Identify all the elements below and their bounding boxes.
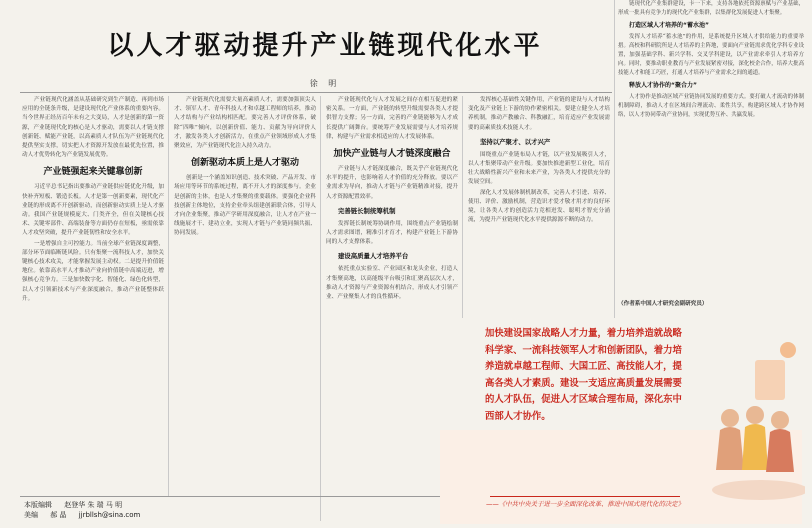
author-note: （作者系中国人才研究会副研究员） xyxy=(618,301,708,307)
subsection-heading: 打造区域人才培养的“蓄水池” xyxy=(629,22,709,29)
paragraph: 依托重点实验室、产业园区和龙头企业，打造人才集聚高地，以高能级平台吸引和汇聚高层次人才，推动人才资源与产业资源有机结合，形成人才引领产业、产业聚集人才的良性循环。 xyxy=(326,266,458,301)
section-heading: 加快产业链与人才链深度融合 xyxy=(333,149,451,160)
quote-text: 加快建设国家战略人才力量，着力培养造就战略科学家、一流科技领军人才和创新团队，着力培养造就卓越工程师、大国工匠、高技能人才，提高各类人才素质。建设一支适应高质量发展需要的人才队伍，促进人才区域合理布局，深化东中西部人才协作。 xyxy=(485,328,682,422)
column-divider xyxy=(168,96,169,496)
ground-shape xyxy=(712,480,805,500)
paragraph: 人才协作是推动区域产业链协同发展的重要方式。要打破人才流动的体制机制障碍，推动人才在区域间合理流动、柔性共享，构建跨区域人才协作网络，以人才协同带动产业协同，实现优势互补、共赢发展。 xyxy=(618,94,804,118)
person-figure xyxy=(766,411,794,472)
column-divider xyxy=(614,0,615,318)
column-divider xyxy=(462,96,463,318)
paragraph: 一是增强自主可控能力。当前全球产业链深度调整，部分环节面临断链风险。只有集聚一流科技人才，加快关键核心技术攻关，才能掌握发展主动权。二是提升价值链地位。依靠高水平人才推动产业向价值链中高端迈进，增强核心竞争力。三是加快数字化、智能化、绿色化转型，以人才引领新技术与产业深度融合，推动产业链整体跃升。 xyxy=(22,240,164,302)
byline: 徐 明 xyxy=(309,79,341,88)
email: jjrbllsh@sina.com xyxy=(78,511,141,519)
board-shape xyxy=(755,360,785,400)
paragraph: 围绕重点产业链布局人才链，以产业发展吸引人才，以人才集聚带动产业升级。要加快推进新型工业化，培育壮大战略性新兴产业和未来产业，为各类人才提供充分的发展空间。 xyxy=(468,151,610,186)
person-figure xyxy=(716,409,744,470)
paragraph: 产业链现代化需要大量高素质人才，需要加强顶尖人才、领军人才、青年科技人才和卓越工程师的培养，推动人才结构与产业结构相匹配。要完善人才评价体系，破除“四唯”倾向，以创新价值、能力、贡献为导向评价人才，激发各类人才创新活力，在重点产业领域形成人才集聚效应，为产业链现代化注入持久动力。 xyxy=(174,97,316,150)
subsection-heading: 完善链长制统筹机制 xyxy=(338,206,396,215)
page-headline: 以人才驱动提升产业链现代化水平 xyxy=(107,31,543,61)
subsection-heading: 释放人才协作的“聚合力” xyxy=(629,82,697,89)
designer-name: 郝 晶 xyxy=(50,511,67,519)
sun-shape xyxy=(780,342,796,358)
editor-label: 本版编辑 xyxy=(24,501,52,509)
section-heading: 产业链强起来关键靠创新 xyxy=(43,167,143,178)
footer-rule xyxy=(20,496,440,497)
paragraph: 产业链现代化涵盖从基础研究到生产制造、再到市场应用的全链条升级，是建设现代化产业体系的重要内容。当今世界正经历百年未有之大变局，人才是创新的第一资源，产业链现代化的核心是人才驱动，需要以人才链支撑创新链、赋能产业链，以高素质人才队伍为产业链现代化提供坚实支撑，切实把人才资源开发放在最优先位置，推动人才优势转化为产业链发展优势。 xyxy=(22,97,164,159)
designer-label: 美编 xyxy=(24,511,38,519)
quote-source xyxy=(470,494,700,509)
quote-rule xyxy=(490,496,680,497)
subsection-heading: 坚持以产聚才、以才兴产 xyxy=(480,137,551,146)
paragraph: 发挥链长制统筹协调作用，围绕重点产业链绘制人才需求图谱，精准引才育才，构建产业链上下游协同的人才支撑体系。 xyxy=(326,220,458,246)
paragraph: 习近平总书记指出要推动产业链供应链优化升级，加快补齐短板、锻造长板。人才是第一创新要素，现代化产业链的形成离不开创新驱动，而创新驱动实质上是人才驱动。我国产业链规模庞大、门类齐全，但在关键核心技术、关键零部件、高端装备等方面仍存在短板，亟需依靠人才攻坚突破，提升产业链韧性和安全水平。 xyxy=(22,184,164,237)
headline-rule xyxy=(20,92,612,93)
footer-credits xyxy=(24,500,224,520)
paragraph: 发挥核心基础性关键作用，产业链的建设与人才结构变化及产业链上下游的协作紧密相关。要建立健全人才培养机制，推动产教融合、科教融汇，培育适应产业发展需要的高素质技术技能人才。 xyxy=(468,97,610,131)
people-illustration xyxy=(700,320,805,500)
paragraph: 深化人才发展体制机制改革，完善人才引进、培养、使用、评价、激励机制，营造识才爱才敬才用才的良好环境，让各类人才的创造活力竞相迸发、聪明才智充分涌流，为提升产业链现代化水平提供源源不断的动力。 xyxy=(468,189,610,224)
column-2 xyxy=(174,96,316,496)
paragraph: 链现代化产业集群建设，卡一下来，支持各地依托资源禀赋与产业基础，形成一批具有竞争力的现代化产业集群，以集群化发展促进人才集聚。 xyxy=(618,1,804,16)
quote-source-text: ——《中共中央关于进一步全面深化改革、推进中国式现代化的决定》 xyxy=(485,500,685,508)
editor-names: 赵登华 朱 瑞 马 明 xyxy=(64,501,123,509)
paragraph: 创新是一个涵盖知识创造、技术突破、产品开发、市场应用等环节的系统过程，离不开人才的深度参与。企业是创新的主体，也是人才集聚的重要载体。要强化企业科技创新主体地位，支持企业牵头组建创新联合体，引导人才向企业集聚，推动产学研用深度融合，让人才在产业一线施展才干、建功立业，实现人才链与产业链同频共振、协同发展。 xyxy=(174,175,316,237)
paragraph: 发挥人才培养“蓄水池”的作用，是系统提升区域人才供给能力的重要举措。高校和科研院所是人才培养的主阵地，要面向产业链需求优化学科专业设置，加强基础学科、新兴学科、交叉学科建设，以产业需求牵引人才培养方向。同时，要推动职业教育与产业发展紧密对接，深化校企合作，培养大批高技能人才和能工巧匠，打通人才培养与产业需求之间的通道。 xyxy=(618,34,804,76)
section-heading: 创新驱动本质上是人才驱动 xyxy=(190,158,299,169)
column-1 xyxy=(22,96,164,496)
paragraph: 产业链现代化与人才发展之间存在相互促进的紧密关系。一方面，产业链的转型升级需要各类人才提供智力支撑；另一方面，完善的产业链能够为人才成长提供广阔舞台。要统筹产业发展需要与人才培养规律，构建与产业需求相适应的人才发展体系。 xyxy=(326,97,458,140)
column-4 xyxy=(468,96,610,318)
right-column xyxy=(618,0,804,300)
person-figure xyxy=(742,406,768,470)
column-3 xyxy=(326,96,458,521)
paragraph: 产业链与人才链深度融合，既关乎产业链现代化水平的提升，也影响着人才价值的充分释放。要以产业需求为导向，推动人才链与产业链精准对接，提升人才资源配置效率。 xyxy=(326,166,458,200)
subsection-heading: 建设高质量人才培养平台 xyxy=(338,252,409,261)
column-divider xyxy=(320,96,321,521)
